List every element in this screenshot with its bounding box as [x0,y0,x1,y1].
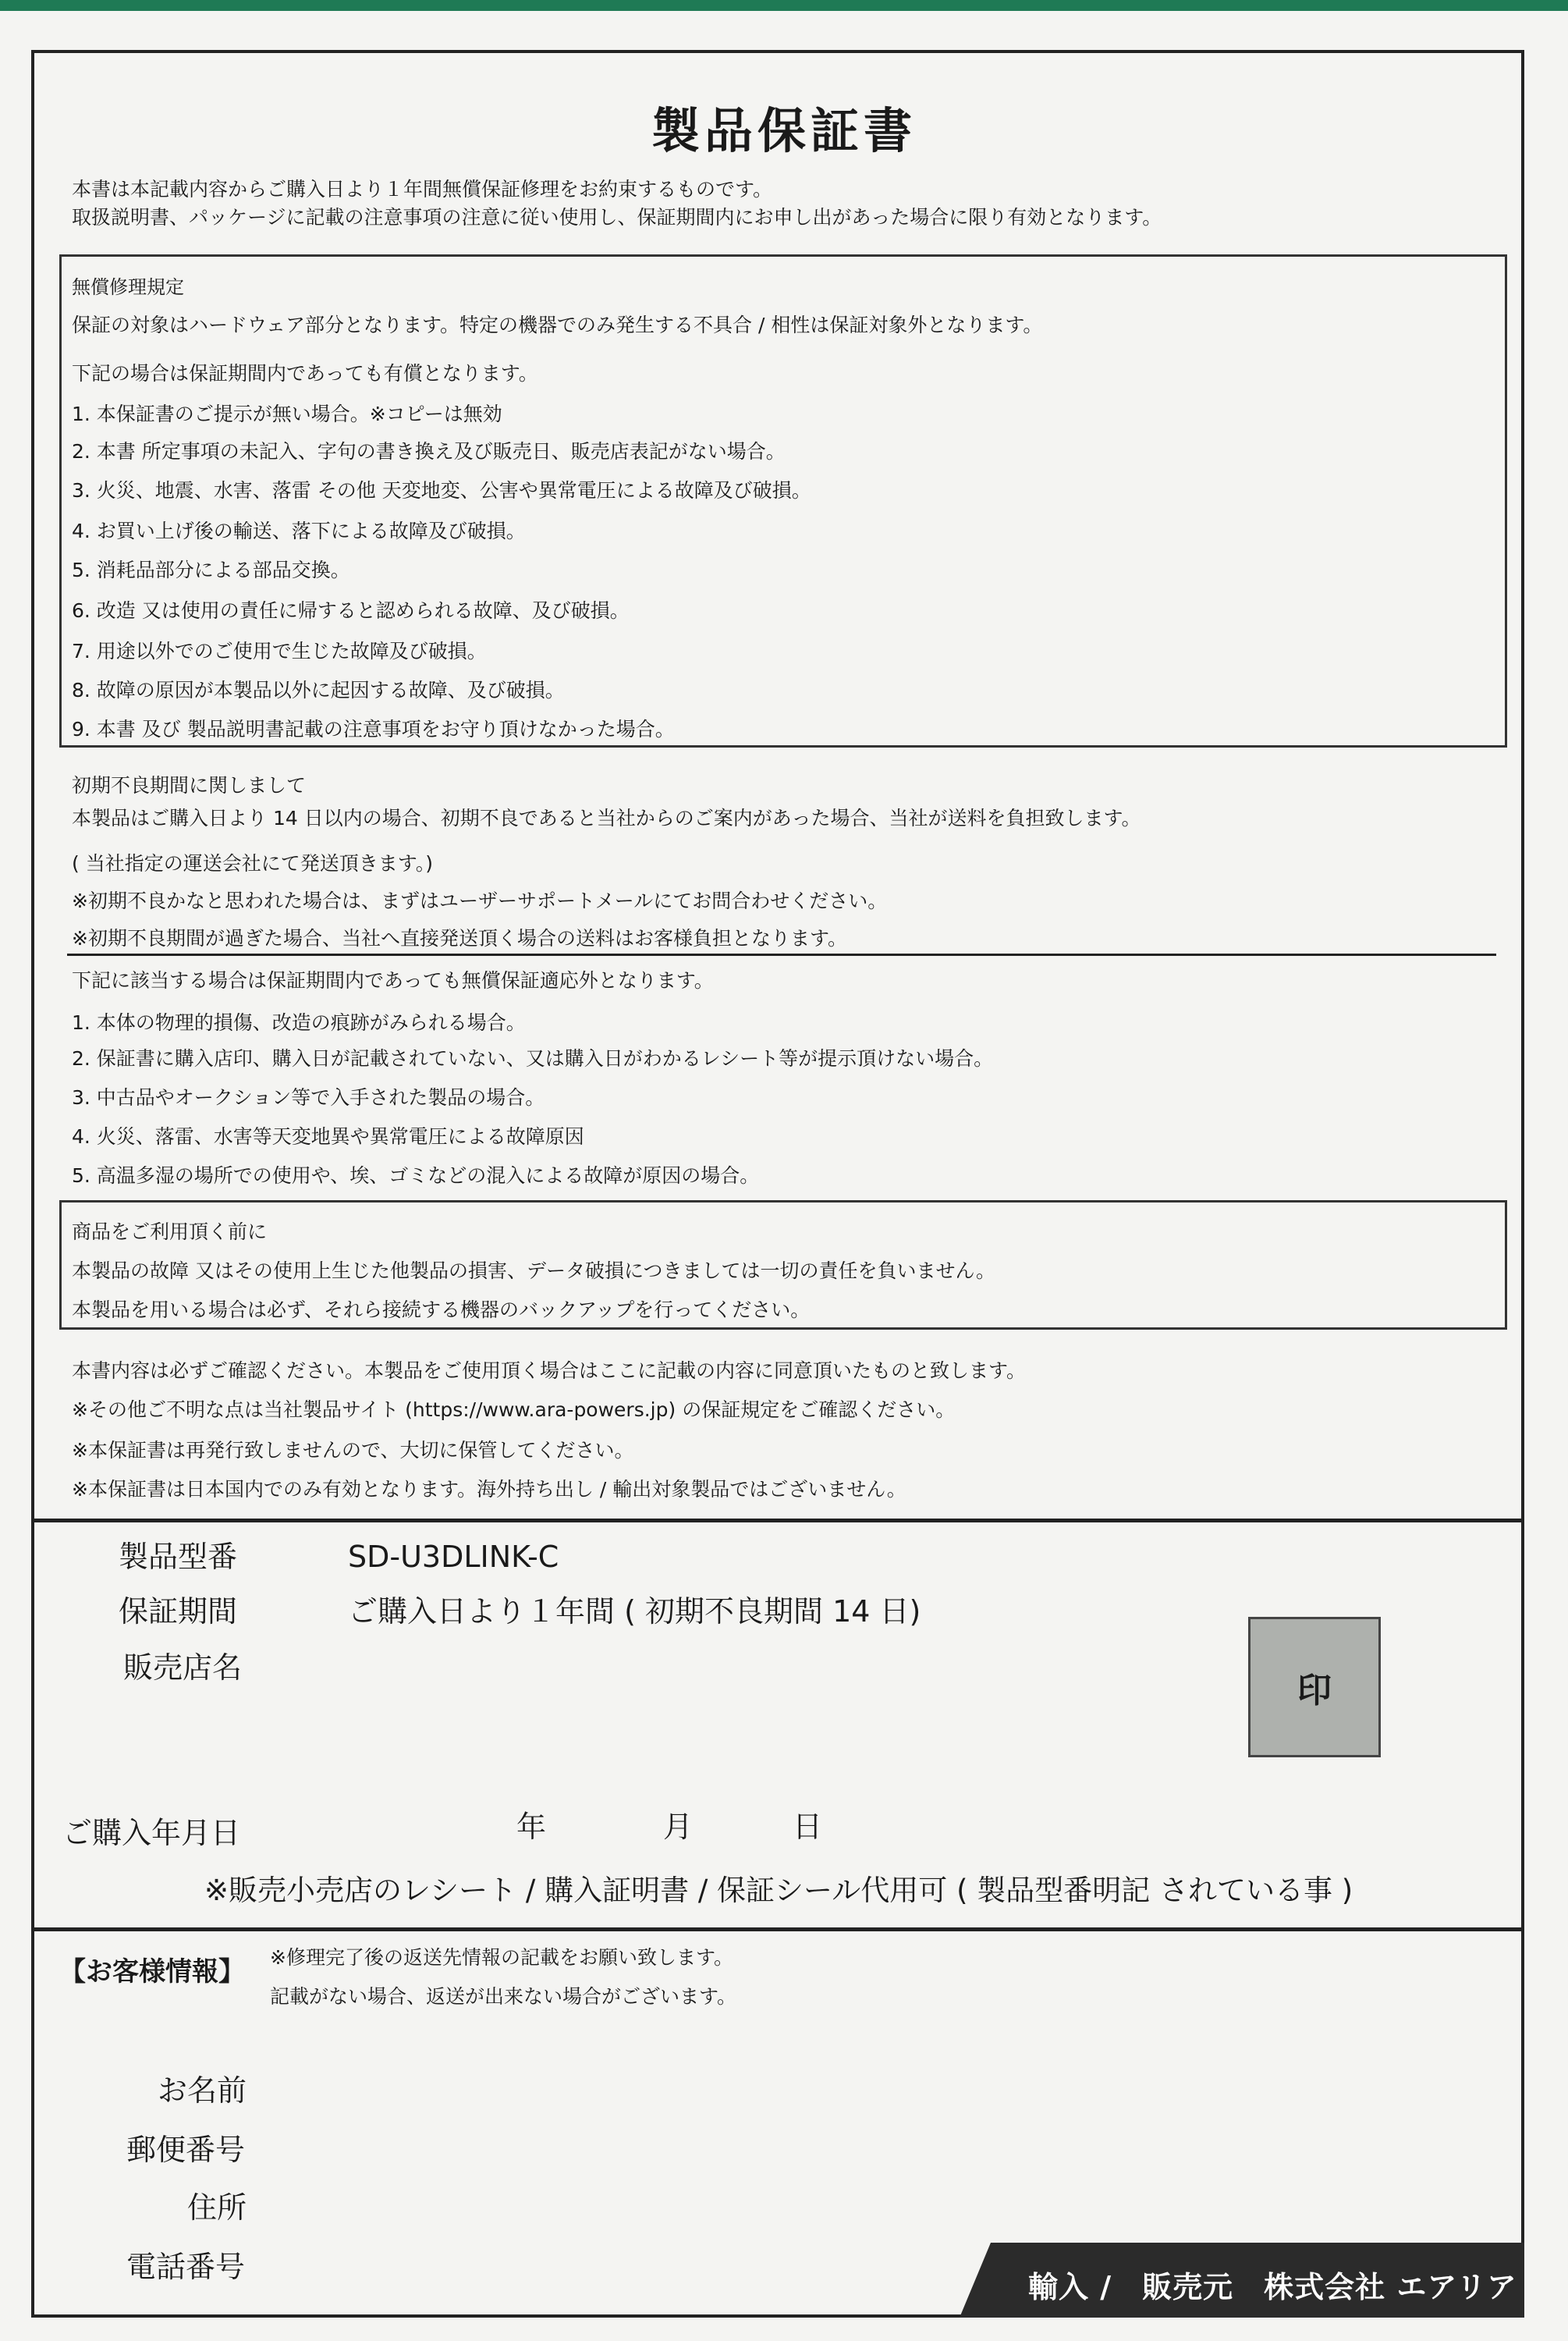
month-label: 月 [663,1810,694,1844]
exclusion-item: 3. 中古品やオークション等で入手された製品の場合。 [72,1086,545,1109]
document-title: 製品保証書 [651,102,917,159]
intro-line-2: 取扱説明書、パッケージに記載の注意事項の注意に従い使用し、保証期間内にお申し出があった場合に限り有効となります。 [72,206,1162,229]
note-line: ※その他ご不明な点は当社製品サイト (https://www.ara-powers.jp) の保証規定をご確認ください。 [72,1398,956,1421]
initial-defect-line: ( 当社指定の運送会社にて発送頂きます。) [72,852,433,875]
exclusion-item: 1. 本体の物理的損傷、改造の痕跡がみられる場合。 [72,1011,526,1034]
exclusion-item: 2. 保証書に購入店印、購入日が記載されていない、又は購入日がわかるレシート等が提示頂けない場合。 [72,1047,994,1070]
model-label: 製品型番 [119,1540,238,1574]
product-section-divider [34,1519,1521,1522]
free-repair-line: 3. 火災、地震、水害、落雷 その他 天変地変、公害や異常電圧による故障及び破損。 [72,479,811,502]
initial-defect-line: ※初期不良かなと思われた場合は、まずはユーザーサポートメールにてお問合わせください。 [72,890,888,912]
free-repair-line: 9. 本書 及び 製品説明書記載の注意事項をお守り頂けなかった場合。 [72,718,675,741]
zip-label: 郵便番号 [126,2133,246,2167]
period-value: ご購入日より１年間 ( 初期不良期間 14 日) [348,1594,921,1629]
note-line: ※本保証書は再発行致しませんので、大切に保管してください。 [72,1439,634,1462]
free-repair-heading: 無償修理規定 [72,276,184,298]
purchase-date-label: ご購入年月日 [62,1816,241,1850]
free-repair-line: 8. 故障の原因が本製品以外に起因する故障、及び破損。 [72,679,565,702]
free-repair-line: 5. 消耗品部分による部品交換。 [72,559,350,581]
receipt-note: ※販売小売店のレシート / 購入証明書 / 保証シール代用可 ( 製品型番明記 されている事 ) [204,1874,1353,1907]
customer-info-heading: 【お客様情報】 [59,1956,245,1988]
store-label: 販売店名 [123,1650,243,1685]
note-line: 本書内容は必ずご確認ください。本製品をご使用頂く場合はここに記載の内容に同意頂いたものと致します。 [72,1359,1027,1382]
free-repair-line: 1. 本保証書のご提示が無い場合。※コピーは無効 [72,403,502,425]
initial-defect-heading: 初期不良期間に関しまして [72,774,307,797]
free-repair-line: 6. 改造 又は使用の責任に帰すると認められる故障、及び破損。 [72,599,630,622]
store-stamp-box: 印 [1248,1617,1381,1757]
free-repair-line: 下記の場合は保証期間内であっても有償となります。 [72,362,538,385]
period-label: 保証期間 [119,1594,238,1629]
name-label: お名前 [158,2073,247,2108]
before-use-heading: 商品をご利用頂く前に [72,1220,268,1243]
exclusion-item: 4. 火災、落雷、水害等天変地異や異常電圧による故障原因 [72,1125,584,1148]
exclusions-heading: 下記に該当する場合は保証期間内であっても無償保証適応外となります。 [72,969,714,992]
address-label: 住所 [187,2190,247,2225]
note-line: ※本保証書は日本国内でのみ有効となります。海外持ち出し / 輸出対象製品ではございません。 [72,1478,906,1501]
initial-defect-line: ※初期不良期間が過ぎた場合、当社へ直接発送頂く場合の送料はお客様負担となります。 [72,927,847,950]
section-divider [67,954,1496,956]
initial-defect-line: 本製品はご購入日より 14 日以内の場合、初期不良であると当社からのご案内があった場合、当社が送料を負担致します。 [72,807,1141,829]
distributor-footer: 輸入 / 販売元 株式会社 エアリア [1028,2270,1517,2304]
intro-line-1: 本書は本記載内容からご購入日より１年間無償保証修理をお約束するものです。 [72,178,773,201]
customer-note-1: ※修理完了後の返送先情報の記載をお願い致します。 [270,1946,733,1969]
before-use-line: 本製品の故障 又はその使用上生じた他製品の損害、データ破損につきましては一切の責任を負いません。 [72,1259,995,1282]
day-label: 日 [793,1810,823,1844]
free-repair-line: 4. お買い上げ後の輸送、落下による故障及び破損。 [72,520,526,542]
customer-note-2: 記載がない場合、返送が出来ない場合がございます。 [270,1985,737,2008]
exclusion-item: 5. 高温多湿の場所での使用や、埃、ゴミなどの混入による故障が原因の場合。 [72,1164,760,1187]
free-repair-line: 7. 用途以外でのご使用で生じた故障及び破損。 [72,640,487,663]
free-repair-line: 保証の対象はハードウェア部分となります。特定の機器でのみ発生する不具合 / 相性は保証対象外となります。 [72,314,1043,336]
model-value: SD-U3DLINK-C [348,1540,559,1574]
free-repair-line: 2. 本書 所定事項の未記入、字句の書き換え及び販売日、販売店表記がない場合。 [72,440,786,463]
before-use-line: 本製品を用いる場合は必ず、それら接続する機器のバックアップを行ってください。 [72,1298,811,1321]
year-label: 年 [516,1810,547,1844]
customer-section-divider [34,1927,1521,1931]
phone-label: 電話番号 [126,2250,246,2284]
